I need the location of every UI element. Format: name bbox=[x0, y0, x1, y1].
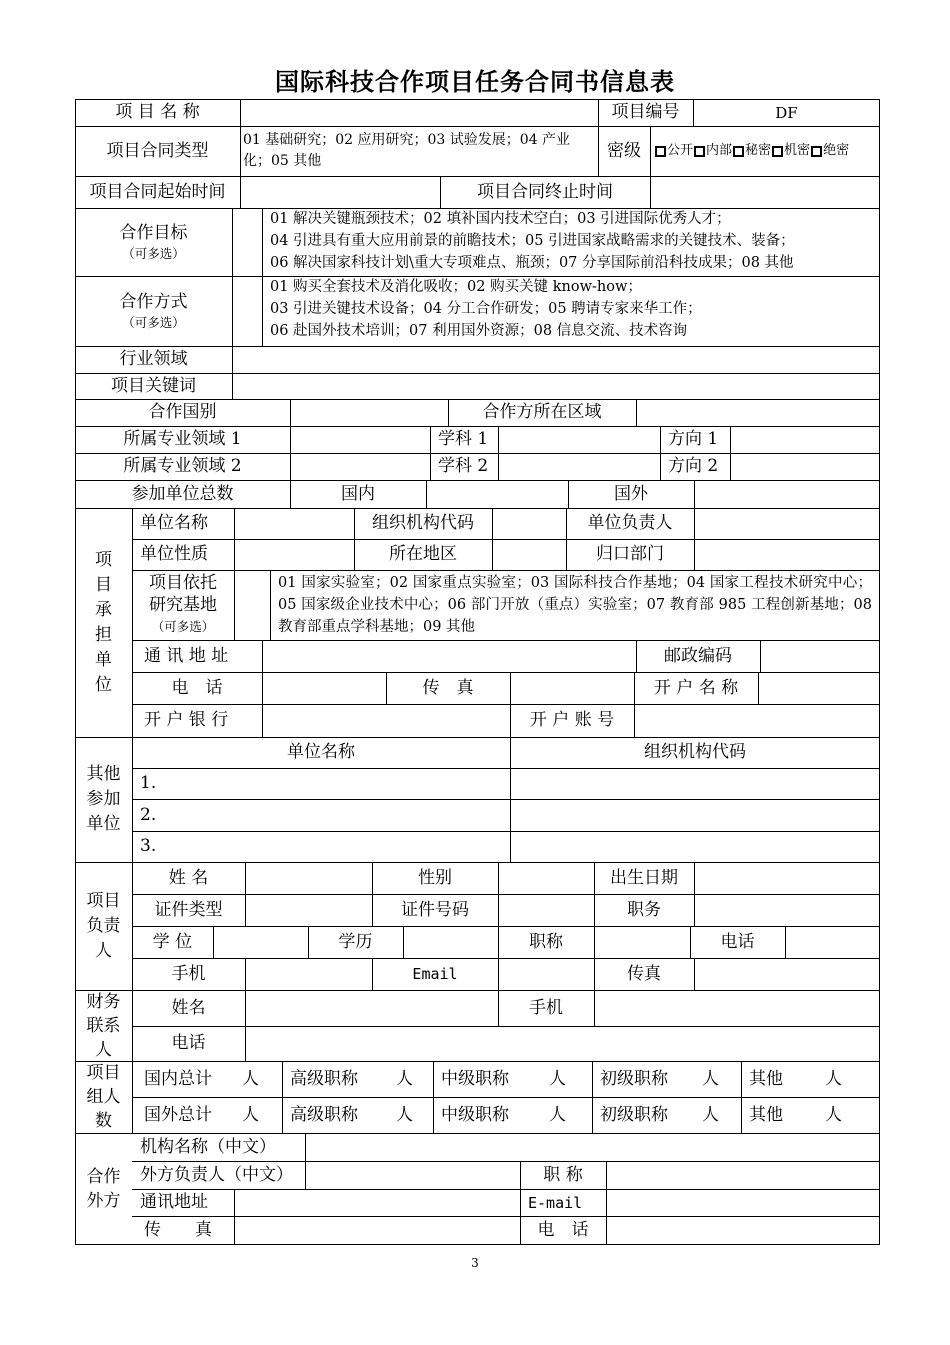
postcode-field[interactable] bbox=[760, 640, 880, 672]
address-label: 通 讯 地 址 bbox=[144, 645, 229, 666]
gender-field[interactable] bbox=[498, 862, 594, 894]
org-name-cn-field[interactable] bbox=[305, 1133, 880, 1161]
id-no-field[interactable] bbox=[498, 894, 594, 926]
person-unit: 人 bbox=[549, 1068, 566, 1089]
partner-title-field[interactable] bbox=[606, 1161, 880, 1189]
coop-mode-line: 06 赴国外技术培训；07 利用国外资源；08 信息交流、技术咨询 bbox=[270, 323, 688, 339]
industry-label: 行业领域 bbox=[119, 349, 188, 370]
coop-goal-options[interactable] bbox=[262, 208, 880, 276]
tel-field[interactable] bbox=[785, 926, 880, 958]
research-base-options[interactable]: 01 国家实验室；02 国家重点实验室；03 国际科技合作基地；04 国家工程技术研究中心；05 国家级企业技术中心；06 部门开放（重点）实验室；07 教育部 985 工程创新基地；08 教育部重点学科基地；09 其他 bbox=[278, 575, 872, 635]
direction1-label: 方向 1 bbox=[668, 429, 719, 450]
other-label: 其他 bbox=[749, 1104, 783, 1125]
foreign-label: 国外 bbox=[614, 483, 648, 504]
org-name-cn-label: 机构名称（中文） bbox=[140, 1136, 276, 1157]
keywords-label: 项目关键词 bbox=[111, 375, 196, 396]
education-label: 学历 bbox=[338, 931, 373, 952]
coop-mode-options[interactable] bbox=[262, 276, 880, 346]
direction1-value[interactable] bbox=[730, 426, 880, 453]
contract-type-label: 项目合同类型 bbox=[106, 140, 209, 161]
person-unit: 人 bbox=[242, 1068, 259, 1089]
end-time-field[interactable] bbox=[650, 176, 880, 208]
research-base-line1: 项目依托 bbox=[149, 573, 217, 593]
tel-label: 电话 bbox=[720, 931, 755, 952]
birth-label: 出生日期 bbox=[610, 867, 678, 888]
junior-cell[interactable] bbox=[592, 1097, 741, 1133]
position-field[interactable] bbox=[694, 894, 880, 926]
coop-mode-line: 01 购买全套技术及消化吸收；02 购买关键 know-how； bbox=[270, 279, 642, 295]
junior-label: 初级职称 bbox=[600, 1068, 668, 1089]
person-unit: 人 bbox=[396, 1068, 413, 1089]
gender-label: 性别 bbox=[418, 867, 452, 888]
partner-fax-label: 传 真 bbox=[144, 1220, 212, 1241]
document-title: 国际科技合作项目任务合同书信息表 bbox=[275, 68, 675, 96]
finance-mobile-field[interactable] bbox=[594, 990, 880, 1026]
birth-field[interactable] bbox=[694, 862, 880, 894]
coop-goal-label bbox=[75, 208, 232, 276]
unit-nature-field[interactable] bbox=[234, 539, 354, 570]
foreign-total-label: 国外总计 bbox=[144, 1104, 212, 1125]
person-unit: 人 bbox=[242, 1104, 259, 1125]
degree-field[interactable] bbox=[213, 926, 308, 958]
person-unit: 人 bbox=[825, 1104, 842, 1125]
end-time-label: 项目合同终止时间 bbox=[477, 181, 613, 202]
finance-name-label: 姓名 bbox=[171, 997, 206, 1018]
other-unit-row[interactable]: 2. bbox=[140, 804, 157, 825]
mobile-field[interactable] bbox=[245, 958, 372, 990]
multi-select-note: （可多选） bbox=[122, 314, 185, 330]
secrecy-option-public: 公开 bbox=[667, 143, 694, 159]
partner-tel-field[interactable] bbox=[606, 1216, 880, 1245]
research-base-label bbox=[132, 570, 234, 640]
partner-email-label: E-mail bbox=[528, 1193, 583, 1212]
mobile-label: 手机 bbox=[171, 963, 206, 984]
secrecy-option-confidential: 机密 bbox=[784, 143, 811, 159]
checkbox-icon[interactable] bbox=[655, 146, 666, 157]
other-org-code-header: 组织机构代码 bbox=[644, 742, 746, 763]
position-label: 职务 bbox=[627, 899, 661, 920]
project-code-label: 项目编号 bbox=[611, 102, 680, 123]
other-label: 其他 bbox=[749, 1068, 783, 1089]
person-unit: 人 bbox=[702, 1104, 719, 1125]
senior-label: 高级职称 bbox=[290, 1104, 358, 1125]
finance-tel-field[interactable] bbox=[245, 1026, 880, 1061]
coop-goal-title: 合作目标 bbox=[119, 223, 188, 244]
foreign-head-field[interactable] bbox=[305, 1161, 520, 1189]
middle-cell[interactable] bbox=[433, 1061, 592, 1097]
fax2-label: 传真 bbox=[627, 963, 661, 984]
foreign-partner-label: 合作外方 bbox=[86, 1167, 121, 1211]
research-base-line2: 研究基地 bbox=[149, 595, 217, 615]
other-unit-row[interactable]: 1. bbox=[140, 773, 157, 794]
account-no-field[interactable] bbox=[634, 704, 880, 737]
partner-tel-label: 电 话 bbox=[537, 1220, 589, 1241]
account-name-field[interactable] bbox=[758, 672, 880, 704]
project-name-field[interactable] bbox=[240, 99, 598, 126]
fax-label: 传 真 bbox=[422, 677, 474, 698]
field2-value[interactable] bbox=[290, 453, 430, 480]
secrecy-label: 密级 bbox=[607, 140, 641, 161]
unit-nature-label: 单位性质 bbox=[140, 544, 208, 565]
address-field[interactable] bbox=[262, 640, 636, 672]
location-label: 所在地区 bbox=[389, 544, 457, 565]
email-label: Email bbox=[412, 965, 458, 983]
org-code-field[interactable] bbox=[492, 508, 566, 539]
education-field[interactable] bbox=[403, 926, 498, 958]
unit-name-field[interactable] bbox=[234, 508, 354, 539]
secrecy-option-secret: 秘密 bbox=[745, 143, 772, 159]
direction2-value[interactable] bbox=[730, 453, 880, 480]
secrecy-option-internal: 内部 bbox=[706, 143, 733, 159]
finance-mobile-label: 手机 bbox=[529, 997, 563, 1018]
middle-cell[interactable] bbox=[433, 1097, 592, 1133]
project-name-label: 项 目 名 称 bbox=[115, 102, 200, 123]
start-time-label: 项目合同起始时间 bbox=[89, 181, 226, 202]
finance-name-field[interactable] bbox=[245, 990, 498, 1026]
other-unit-name-header: 单位名称 bbox=[287, 742, 355, 763]
partner-address-label: 通讯地址 bbox=[140, 1192, 208, 1213]
coop-goal-line: 04 引进具有重大应用前景的前瞻技术；05 引进国家战略需求的关键技术、装备； bbox=[270, 233, 795, 249]
person-unit: 人 bbox=[549, 1104, 566, 1125]
contract-type-options[interactable]: 01 基础研究；02 应用研究；03 试验发展；04 产业化；05 其他 bbox=[243, 132, 571, 169]
field1-label: 所属专业领域 1 bbox=[123, 429, 242, 450]
middle-label: 中级职称 bbox=[441, 1068, 509, 1089]
other-units-label: 其他参加单位 bbox=[86, 764, 121, 834]
unit-name-label: 单位名称 bbox=[140, 513, 208, 534]
postcode-label: 邮政编码 bbox=[664, 645, 732, 666]
domestic-label: 国内 bbox=[341, 483, 375, 504]
other-cell[interactable] bbox=[741, 1061, 880, 1097]
person-unit: 人 bbox=[702, 1068, 719, 1089]
coop-mode-line: 03 引进关键技术设备；04 分工合作研发；05 聘请专家来华工作； bbox=[270, 301, 702, 317]
direction2-label: 方向 2 bbox=[668, 456, 719, 477]
domestic-count[interactable] bbox=[426, 480, 568, 508]
coop-goal-choice[interactable] bbox=[232, 208, 262, 276]
foreign-total-cell[interactable] bbox=[132, 1097, 282, 1133]
other-cell[interactable] bbox=[741, 1097, 880, 1133]
title-label: 职称 bbox=[529, 931, 563, 952]
person-unit: 人 bbox=[396, 1104, 413, 1125]
page-number: 3 bbox=[471, 1256, 479, 1270]
fax2-field[interactable] bbox=[694, 958, 880, 990]
secrecy-options[interactable] bbox=[650, 126, 880, 176]
phone-label: 电 话 bbox=[171, 677, 223, 698]
partner-title-label: 职 称 bbox=[543, 1164, 583, 1185]
other-unit-row[interactable]: 3. bbox=[140, 836, 157, 857]
person-unit: 人 bbox=[825, 1068, 842, 1089]
junior-label: 初级职称 bbox=[600, 1104, 668, 1125]
multi-select-note: （可多选） bbox=[122, 245, 185, 261]
id-type-label: 证件类型 bbox=[154, 899, 223, 920]
id-no-label: 证件号码 bbox=[401, 899, 469, 920]
pi-label: 项目负责人 bbox=[86, 890, 121, 961]
foreign-count[interactable] bbox=[694, 480, 880, 508]
domestic-total-cell[interactable] bbox=[132, 1061, 282, 1097]
undertaking-unit-label: 项目承担单位 bbox=[95, 549, 112, 695]
secrecy-option-top-secret: 绝密 bbox=[823, 143, 850, 159]
coop-country-field[interactable] bbox=[290, 399, 448, 426]
checkbox-icon[interactable] bbox=[694, 146, 705, 157]
fax-field[interactable] bbox=[510, 672, 634, 704]
units-total-label: 参加单位总数 bbox=[131, 483, 234, 504]
industry-field[interactable] bbox=[232, 346, 880, 373]
checkbox-icon[interactable] bbox=[772, 146, 783, 157]
coop-goal-line: 01 解决关键瓶颈技术；02 填补国内技术空白；03 引进国际优秀人才； bbox=[270, 211, 731, 227]
coop-country-label: 合作国别 bbox=[148, 402, 217, 423]
multi-select-note: （可多选） bbox=[151, 619, 215, 634]
junior-cell[interactable] bbox=[592, 1061, 741, 1097]
keywords-field[interactable] bbox=[232, 373, 880, 399]
senior-label: 高级职称 bbox=[290, 1068, 358, 1089]
domestic-total-label: 国内总计 bbox=[144, 1068, 212, 1089]
finance-contact-label: 财务联系人 bbox=[86, 991, 121, 1060]
start-time-field[interactable] bbox=[240, 176, 440, 208]
senior-cell[interactable] bbox=[282, 1061, 433, 1097]
dept-field[interactable] bbox=[694, 539, 880, 570]
location-field[interactable] bbox=[492, 539, 566, 570]
field1-value[interactable] bbox=[290, 426, 430, 453]
coop-goal-line: 06 解决国家科技计划\重大专项难点、瓶颈；07 分享国际前沿科技成果；08 其他 bbox=[270, 255, 794, 271]
unit-head-field[interactable] bbox=[694, 508, 880, 539]
subject2-label: 学科 2 bbox=[438, 456, 489, 477]
research-base-choice[interactable] bbox=[234, 570, 270, 640]
field2-label: 所属专业领域 2 bbox=[123, 456, 242, 477]
degree-label: 学 位 bbox=[152, 931, 193, 952]
unit-head-label: 单位负责人 bbox=[587, 513, 673, 534]
other-unit-code-cell[interactable] bbox=[510, 831, 880, 862]
partner-fax-field[interactable] bbox=[234, 1216, 520, 1245]
coop-mode-title: 合作方式 bbox=[119, 292, 188, 313]
senior-cell[interactable] bbox=[282, 1097, 433, 1133]
coop-region-label: 合作方所在区域 bbox=[482, 402, 602, 423]
subject1-label: 学科 1 bbox=[438, 429, 489, 450]
subject1-value[interactable] bbox=[498, 426, 660, 453]
middle-label: 中级职称 bbox=[441, 1104, 509, 1125]
pi-name-label: 姓 名 bbox=[168, 867, 209, 888]
other-unit-code-cell[interactable] bbox=[510, 768, 880, 799]
checkbox-icon[interactable] bbox=[733, 146, 744, 157]
partner-email-field[interactable] bbox=[606, 1189, 880, 1216]
finance-tel-label: 电话 bbox=[171, 1033, 206, 1054]
dept-label: 归口部门 bbox=[596, 544, 664, 565]
coop-region-field[interactable] bbox=[636, 399, 880, 426]
phone-field[interactable] bbox=[262, 672, 386, 704]
bank-field[interactable] bbox=[262, 704, 510, 737]
org-code-label: 组织机构代码 bbox=[372, 513, 474, 534]
project-code-field[interactable]: DF bbox=[775, 103, 798, 122]
account-name-label: 开 户 名 称 bbox=[653, 677, 739, 698]
account-no-label: 开 户 账 号 bbox=[529, 710, 615, 731]
foreign-head-label: 外方负责人（中文） bbox=[140, 1164, 293, 1185]
team-size-label: 项目组人数 bbox=[86, 1063, 121, 1131]
coop-mode-choice[interactable] bbox=[232, 276, 262, 346]
pi-name-field[interactable] bbox=[245, 862, 372, 894]
partner-address-field[interactable] bbox=[234, 1189, 520, 1216]
title-field[interactable] bbox=[594, 926, 690, 958]
subject2-value[interactable] bbox=[498, 453, 660, 480]
checkbox-icon[interactable] bbox=[811, 146, 822, 157]
other-unit-code-cell[interactable] bbox=[510, 799, 880, 831]
bank-label: 开 户 银 行 bbox=[144, 710, 229, 731]
email-field[interactable] bbox=[498, 958, 594, 990]
coop-mode-label bbox=[75, 276, 232, 346]
id-type-field[interactable] bbox=[245, 894, 372, 926]
